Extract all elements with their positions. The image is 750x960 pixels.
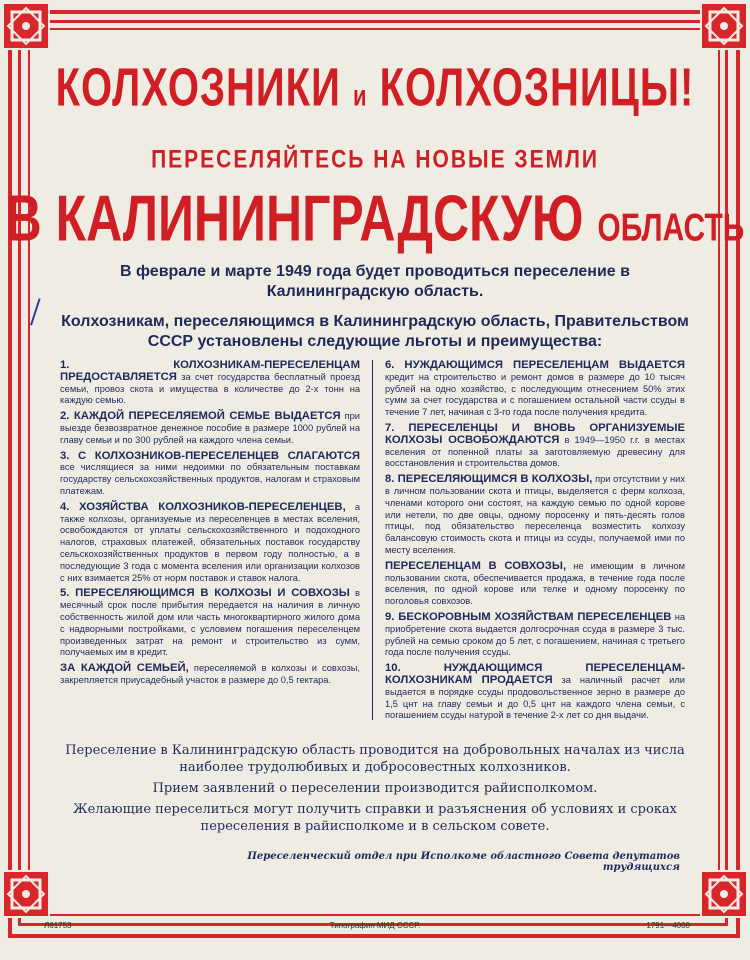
ornament-corner-icon	[700, 870, 748, 918]
closing-notes	[50, 742, 700, 839]
benefit-text: кредит на строительство и ремонт домов в размере до 10 тысяч рублей на одно хозяйство, с последующим отнесением 50% этих сумм за счет государства и с погашением остальной части ссуды в течение 7 лет, начиная с 3-го года после получения кредита.	[385, 371, 685, 418]
benefit-item	[385, 474, 685, 557]
benefit-item	[385, 612, 685, 659]
benefit-text: переселяемой в колхозы и совхозы, закрепляется приусадебный участок в размере до 0,5 гектара.	[60, 663, 360, 685]
subheadline: ПЕРЕСЕЛЯЙТЕСЬ НА НОВЫЕ ЗЕМЛИ	[151, 146, 599, 174]
benefit-item	[385, 663, 685, 722]
benefit-heading: 2. КАЖДОЙ ПЕРЕСЕЛЯЕМОЙ СЕМЬЕ ВЫДАЕТСЯ	[60, 410, 341, 423]
benefits-right-column	[385, 360, 685, 726]
printing-house: Типография МИД СССР.	[329, 921, 421, 930]
headline-word-1: КОЛХОЗНИКИ	[55, 58, 341, 118]
issuing-department: Переселенческий отдел при Исполкоме областного Совета депутатов трудящихся	[247, 851, 680, 873]
headline-collective-farmers	[0, 58, 750, 119]
region-headline-suffix: ОБЛАСТЬ	[597, 206, 745, 250]
headline-word-2: КОЛХОЗНИЦЫ!	[379, 58, 695, 118]
ornament-corner-icon	[2, 2, 50, 50]
benefit-heading: 1. КОЛХОЗНИКАМ-ПЕРЕСЕЛЕНЦАМ ПРЕДОСТАВЛЯЕТСЯ	[60, 359, 360, 383]
region-headline	[0, 182, 750, 255]
intro-paragraph-dates: В феврале и марте 1949 года будет проводиться переселение в Калининградскую область.	[120, 263, 630, 300]
benefit-item	[60, 502, 360, 585]
benefit-heading: 9. БЕСКОРОВНЫМ ХОЗЯЙСТВАМ ПЕРЕСЕЛЕНЦЕВ	[385, 610, 672, 623]
benefit-item	[385, 423, 685, 470]
print-number: Л61753	[44, 921, 72, 930]
benefit-item	[60, 588, 360, 659]
benefit-heading: ПЕРЕСЕЛЕНЦАМ В СОВХОЗЫ,	[385, 559, 567, 572]
benefit-text: за счет государства бесплатный проезд семьи, провоз скота и имущества в количестве до 2-х тонн на каждую семью.	[60, 371, 360, 406]
intro-paragraph-benefits: Колхозникам, переселяющимся в Калининградскую область, Правительством СССР установлены следующие льготы и преимущества:	[61, 313, 689, 350]
headline-conjunction: и	[352, 78, 368, 112]
benefit-item	[385, 561, 685, 608]
benefit-item	[385, 360, 685, 419]
benefit-text: все числящиеся за ними недоимки по обязательным поставкам государству сельскохозяйственных продуктов, налогам и страховым платежам.	[60, 462, 360, 496]
benefits-left-column	[60, 360, 360, 691]
benefit-text: на приобретение скота выдается долгосрочная ссуда в размере 3 тыс. рублей на семью сроком до 5 лет, с погашением, начиная с третьего года после получения ссуды.	[385, 611, 685, 658]
benefit-text: в месячный срок после прибытия передается на наличия в личную собственность жилой дом или часть многоквартирного жилого дома с надворными постройками, с условием погашения переселенцем произведенных затрат на ремонт и строительство из сумм, получаемых им в кредит.	[60, 588, 360, 658]
closing-information-note: Желающие переселиться могут получить справки и разъяснения об условиях и сроках переселения в райисполкоме и в сельском совете.	[72, 802, 677, 834]
benefit-text: при выезде безвозвратное денежное пособие в размере 1000 рублей на главу семьи и по 300 рублей на каждого члена семьи.	[60, 411, 360, 445]
benefit-item	[60, 411, 360, 446]
benefit-text: не имеющим в личном пользовании скота, обеспечивается продажа, в течение года после вселения, по одной корове или телке и одному поросенку по поголовья совхозов.	[385, 560, 685, 607]
print-run: 1791—4000	[646, 921, 690, 930]
benefit-heading: 5. ПЕРЕСЕЛЯЮЩИМСЯ В КОЛХОЗЫ И СОВХОЗЫ	[60, 587, 350, 600]
benefit-item	[60, 663, 360, 687]
region-headline-main: В КАЛИНИНГРАДСКУЮ	[5, 182, 584, 255]
benefit-heading: ЗА КАЖДОЙ СЕМЬЕЙ,	[60, 662, 189, 675]
benefit-item	[60, 360, 360, 407]
benefit-text: в 1949—1950 г.г. в местах вселения от попенной платы за заготовляемую древесину для восстановления и строительства домов.	[385, 434, 686, 469]
benefit-heading: 3. С КОЛХОЗНИКОВ-ПЕРЕСЕЛЕНЦЕВ СЛАГАЮТСЯ	[60, 449, 360, 462]
benefit-heading: 10. НУЖДАЮЩИМСЯ ПЕРЕСЕЛЕНЦАМ-КОЛХОЗНИКАМ ПРОДАЕТСЯ	[385, 662, 685, 686]
closing-applications-note: Прием заявлений о переселении производится райисполкомом.	[152, 781, 598, 796]
closing-voluntary-note: Переселение в Калининградскую область проводится на добровольных началах из числа наиболее трудолюбивых и добросовестных колхозников.	[65, 743, 685, 775]
benefit-text: за наличный расчет или выдается в порядке ссуды продовольственное зерно в размере до 1,5 цнт на главу семьи и до 0,5 цнт на каждого члена семьи, с погашением ссуды натурой в течение 2-х лет со дня выдачи.	[385, 674, 685, 721]
benefit-heading: 7. ПЕРЕСЕЛЕНЦЫ И ВНОВЬ ОРГАНИЗУЕМЫЕ КОЛХОЗЫ ОСВОБОЖДАЮТСЯ	[385, 421, 685, 446]
column-divider	[372, 360, 373, 720]
benefit-heading: 8. ПЕРЕСЕЛЯЮЩИМСЯ В КОЛХОЗЫ,	[385, 473, 593, 486]
benefit-text: а также колхозы, организуемые из переселенцев в местах вселения, освобождаются от уплаты сельскохозяйственного и подоходного налогов, страховых платежей, обязательных поставок государству сельскохозяйственных продуктов в первом году полностью, а в последующие 3 года с момента вселения или организации колхозов с них взимается 25% от норм поставок и ставок налога.	[60, 501, 360, 583]
benefit-text: при отсутствии у них в личном пользовании скота и птицы, выделяется с ферм колхоза, членами которого они состоят, на каждую семью по одной корове или нетели, по две овцы, одному поросенку и пять-десять голов птицы, под обязательство переселенца возместить колхозу балансовую стоимость скота и птицы из ссуды, получаемой ими по месту вселения.	[385, 474, 685, 555]
ornament-corner-icon	[2, 870, 50, 918]
benefit-heading: 4. ХОЗЯЙСТВА КОЛХОЗНИКОВ-ПЕРЕСЕЛЕНЦЕВ,	[60, 500, 346, 513]
benefit-heading: 6. НУЖДАЮЩИМСЯ ПЕРЕСЕЛЕНЦАМ ВЫДАЕТСЯ	[385, 359, 685, 371]
ornament-corner-icon	[700, 2, 748, 50]
benefit-item	[60, 451, 360, 498]
